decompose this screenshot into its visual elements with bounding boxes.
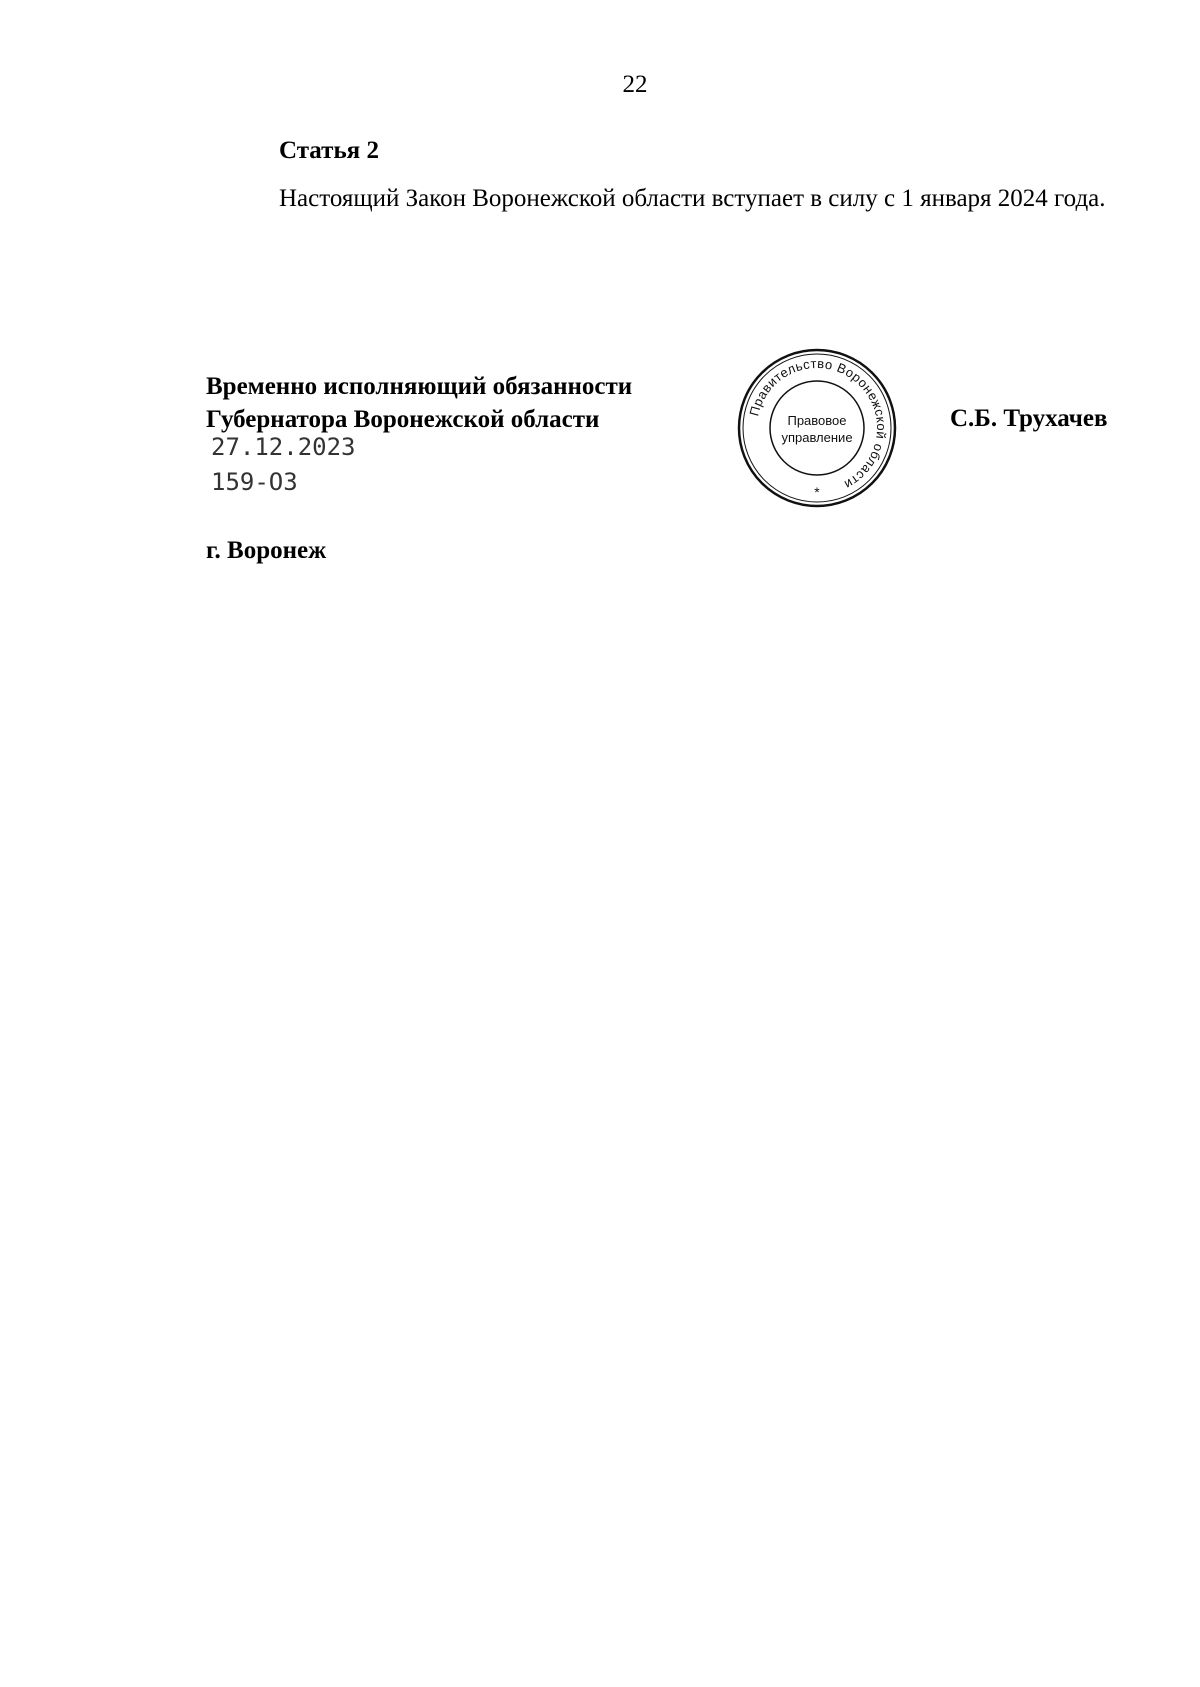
seal-outer-ring-thin <box>743 354 891 502</box>
registration-date: 27.12.2023 <box>211 433 356 461</box>
official-seal-icon <box>736 347 898 509</box>
seal-inner-ring <box>770 381 864 475</box>
city-name: г. Воронеж <box>206 537 327 564</box>
page-number: 22 <box>622 71 648 98</box>
seal-outer-ring <box>739 350 895 506</box>
seal-center-line-1: Правовое <box>787 413 847 428</box>
article-heading: Статья 2 <box>279 137 379 164</box>
seal-star-icon: * <box>814 484 820 500</box>
seal-ring-text: Правительство Воронежской области <box>746 355 890 493</box>
signer-title-line-2: Губернатора Воронежской области <box>206 406 600 433</box>
signatory-name: С.Б. Трухачев <box>950 405 1108 432</box>
signer-title-line-1: Временно исполняющий обязанности <box>206 373 633 400</box>
signer-title <box>206 370 632 436</box>
article-body: Настоящий Закон Воронежской области вступает в силу с 1 января 2024 года. <box>279 185 1106 212</box>
seal-center-line-2: управление <box>781 430 853 445</box>
registration-number: 159-ОЗ <box>211 468 298 496</box>
